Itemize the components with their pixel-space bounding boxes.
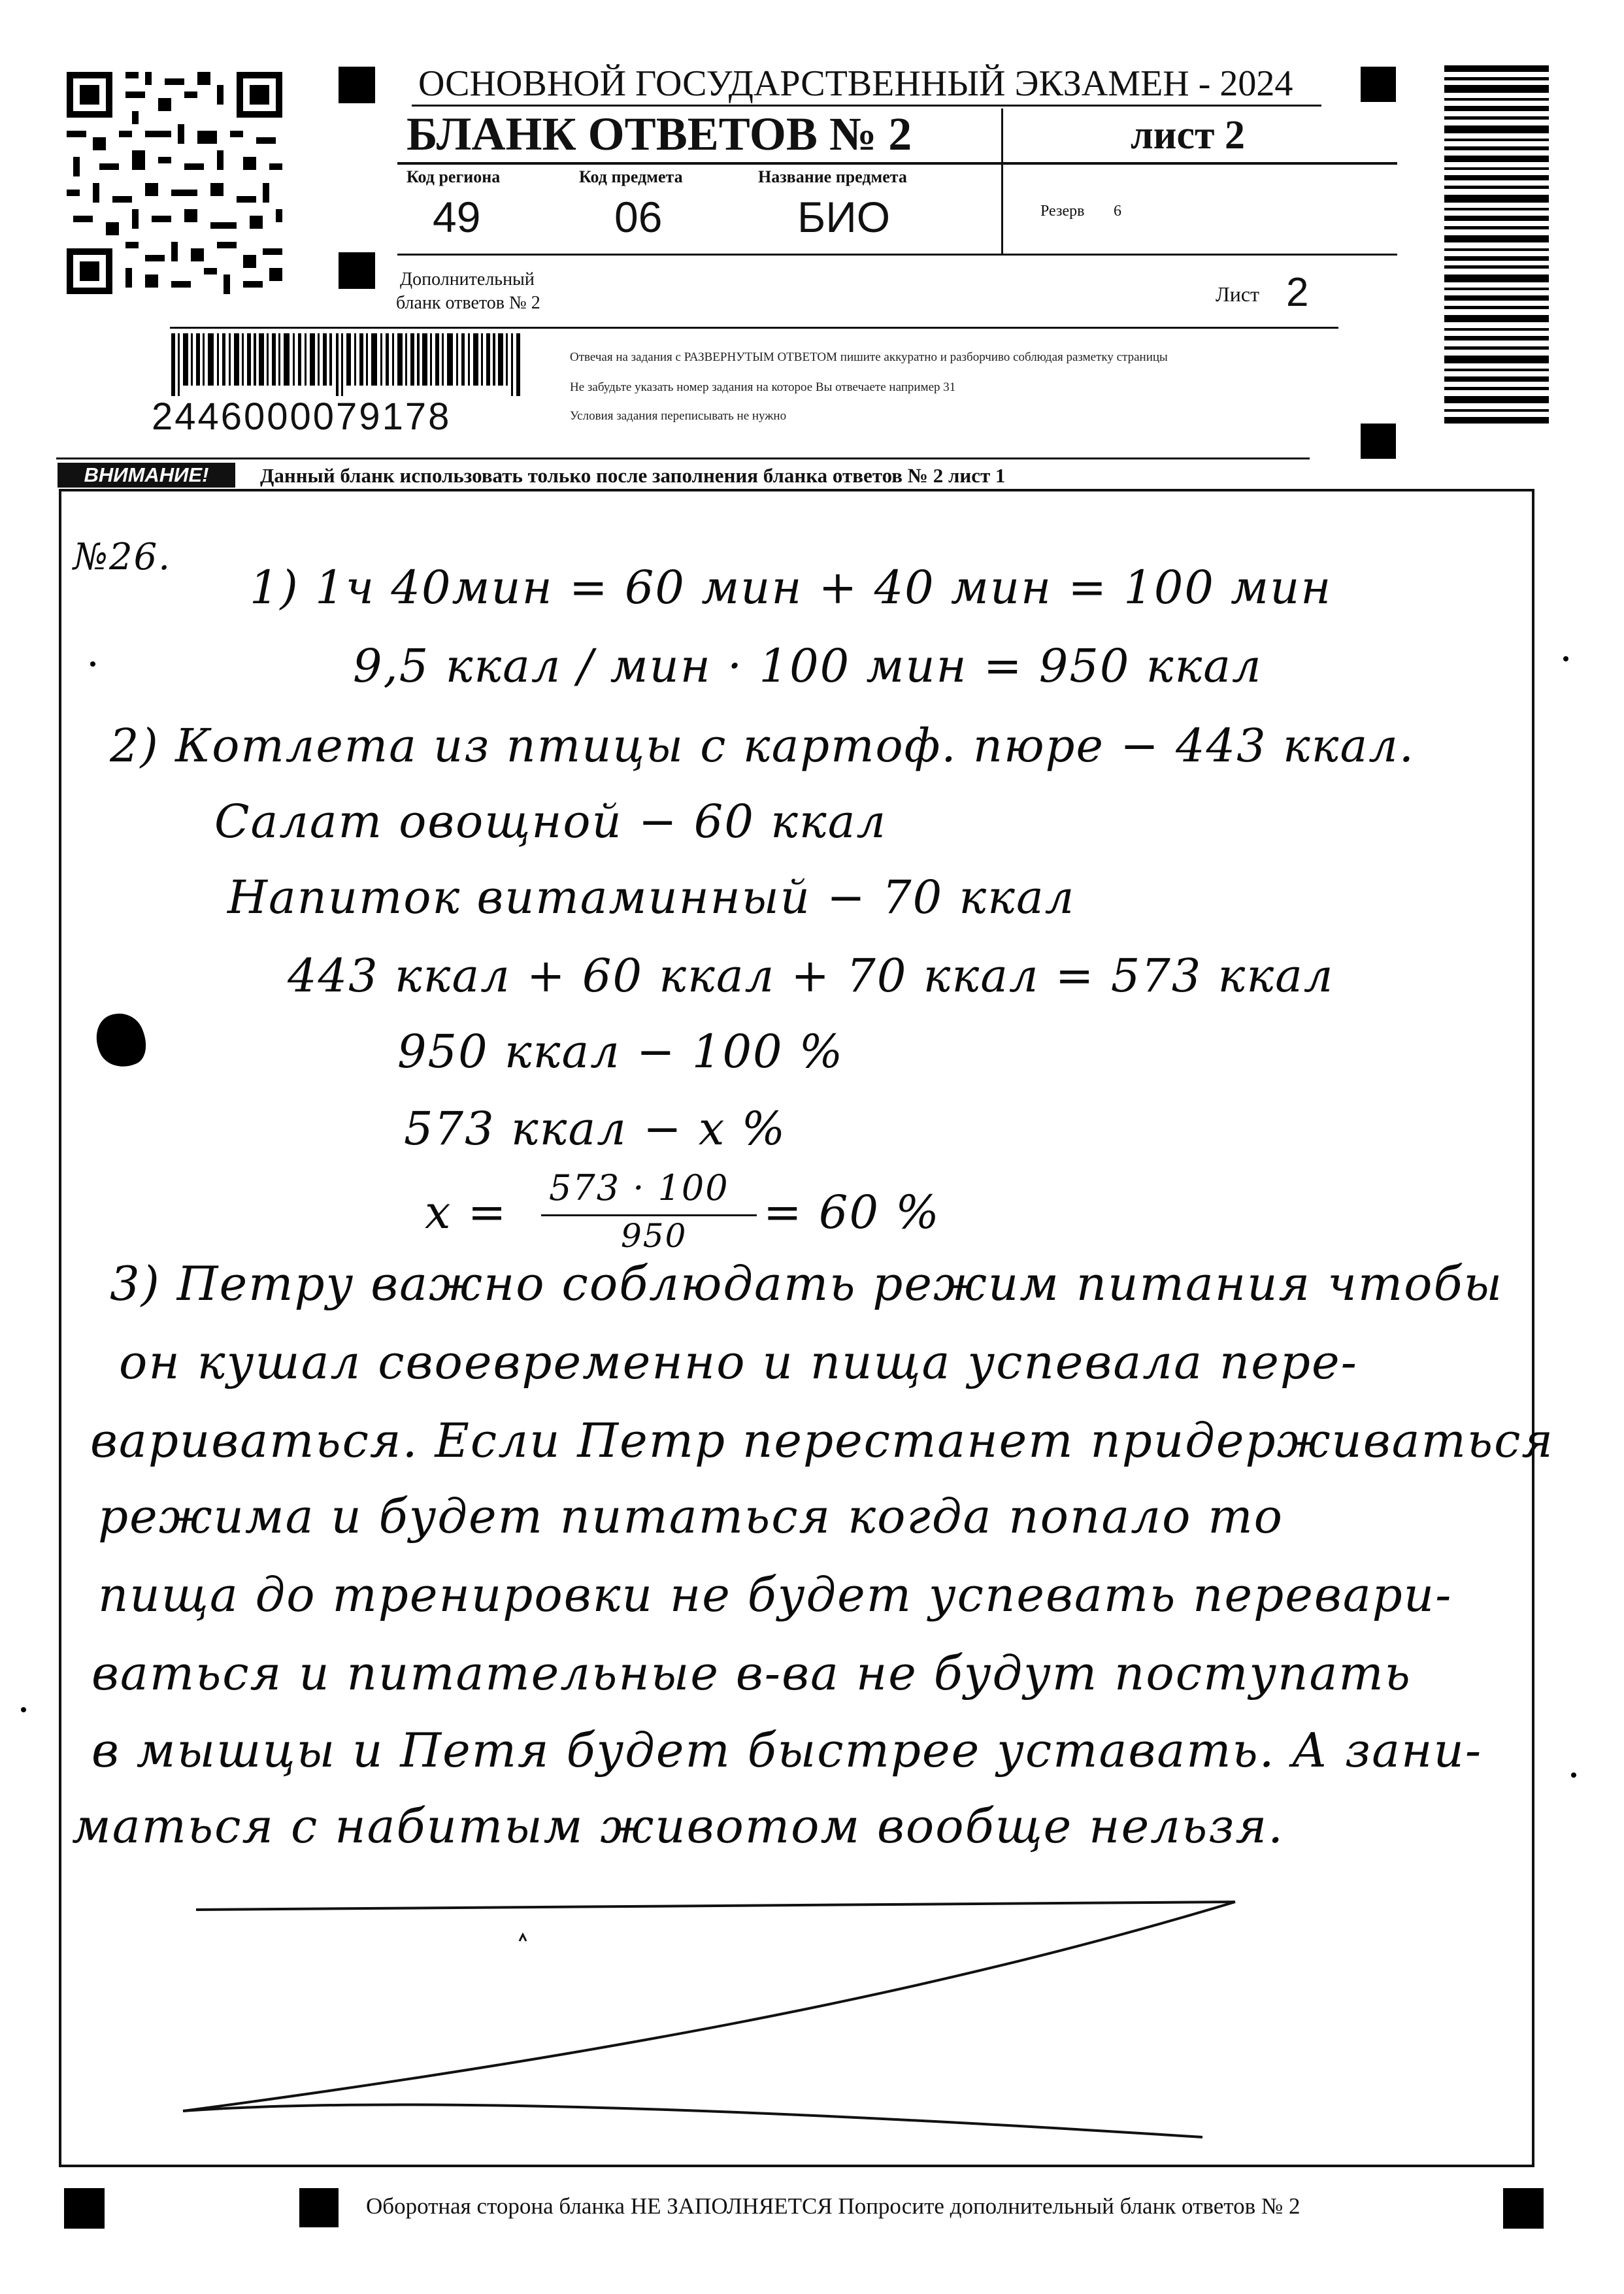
stray-dot — [90, 661, 95, 667]
fraction-numerator: 573 · 100 — [549, 1167, 729, 1208]
subject-name: БИО — [797, 193, 891, 241]
answer-line: = 60 % — [763, 1186, 940, 1239]
subject-code: 06 — [614, 193, 663, 241]
answer-line: 573 ккал − x % — [404, 1102, 787, 1155]
form-title: БЛАНК ОТВЕТОВ № 2 — [406, 108, 912, 160]
registration-mark — [1361, 424, 1396, 459]
stray-dot — [1563, 656, 1568, 661]
warning-text: Данный бланк использовать только после заполнения бланка ответов № 2 лист 1 — [260, 464, 1006, 487]
answer-line: 9,5 ккал / мин · 100 мин = 950 ккал — [353, 639, 1263, 693]
warning-badge: ВНИМАНИЕ! — [58, 463, 235, 488]
subject-code-label: Код предмета — [579, 167, 683, 186]
reserve-label: Резерв — [1040, 203, 1085, 220]
divider — [56, 457, 1310, 459]
stray-dot — [1571, 1772, 1576, 1778]
divider — [1001, 108, 1003, 167]
answer-line: в мышцы и Петя будет быстрее уставать. А зани- — [91, 1723, 1483, 1778]
sheet-label: лист 2 — [1131, 113, 1245, 158]
divider — [412, 105, 1321, 107]
fraction-denominator: 950 — [621, 1217, 688, 1255]
stray-dot — [21, 1707, 26, 1712]
divider — [397, 162, 1397, 165]
subject-name-label: Название предмета — [758, 167, 907, 186]
strikeout-mark — [170, 1889, 1248, 2150]
answer-line: Напиток витаминный − 70 ккал — [227, 871, 1076, 924]
registration-mark — [339, 252, 375, 289]
answer-line: 2) Котлета из птицы с картоф. пюре − 443 ккал. — [110, 719, 1416, 773]
registration-mark — [1503, 2188, 1544, 2229]
side-barcode — [1444, 65, 1549, 431]
barcode-number: 2446000079178 — [152, 395, 452, 438]
answer-line: 3) Петру важно соблюдать режим питания чтобы — [110, 1256, 1504, 1311]
answer-line: маться с набитым животом вообще нельзя. — [72, 1799, 1285, 1853]
divider — [170, 327, 1338, 329]
additional-label: бланк ответов № 2 — [396, 293, 540, 313]
answer-line: вариваться. Если Петр перестанет придерживаться — [90, 1413, 1555, 1468]
region-code-label: Код региона — [406, 167, 501, 186]
answer-line: пища до тренировки не будет успевать перевари- — [98, 1567, 1453, 1622]
registration-mark — [339, 67, 375, 103]
registration-mark — [64, 2188, 105, 2229]
answer-line: он кушал своевременно и пища успевала пере- — [119, 1335, 1358, 1389]
exam-title: ОСНОВНОЙ ГОСУДАРСТВЕННЫЙ ЭКЗАМЕН - 2024 — [418, 63, 1293, 104]
answer-line: 950 ккал − 100 % — [397, 1025, 844, 1078]
reserve-value: 6 — [1114, 203, 1121, 220]
fraction-bar — [541, 1214, 757, 1216]
instruction-line: Отвечая на задания с РАЗВЕРНУТЫМ ОТВЕТОМ пишите аккуратно и разборчиво соблюдая разметку страницы — [570, 350, 1168, 364]
qr-code — [60, 65, 289, 301]
answer-line: x = — [425, 1186, 508, 1239]
task-number: №26. — [73, 536, 172, 578]
barcode — [171, 333, 524, 396]
sheet-number: 2 — [1286, 270, 1309, 315]
footer-text: Оборотная сторона бланка НЕ ЗАПОЛНЯЕТСЯ Попросите дополнительный бланк ответов № 2 — [366, 2193, 1301, 2219]
answer-line: режима и будет питаться когда попало то — [98, 1489, 1284, 1544]
answer-line: 443 ккал + 60 ккал + 70 ккал = 573 ккал — [288, 949, 1334, 1003]
answer-line: Салат овощной − 60 ккал — [214, 795, 887, 848]
divider — [397, 254, 1397, 256]
region-code: 49 — [433, 193, 481, 241]
instruction-line: Не забудьте указать номер задания на которое Вы отвечаете например 31 — [570, 380, 956, 394]
divider — [1001, 165, 1003, 254]
additional-label: Дополнительный — [400, 269, 535, 290]
registration-mark — [299, 2188, 339, 2227]
instruction-line: Условия задания переписывать не нужно — [570, 409, 787, 423]
answer-line: 1) 1ч 40мин = 60 мин + 40 мин = 100 мин — [250, 561, 1333, 614]
answer-line: ваться и питательные в-ва не будут поступать — [91, 1646, 1412, 1701]
registration-mark — [1361, 67, 1396, 102]
sheet-number-label: Лист — [1216, 282, 1260, 306]
